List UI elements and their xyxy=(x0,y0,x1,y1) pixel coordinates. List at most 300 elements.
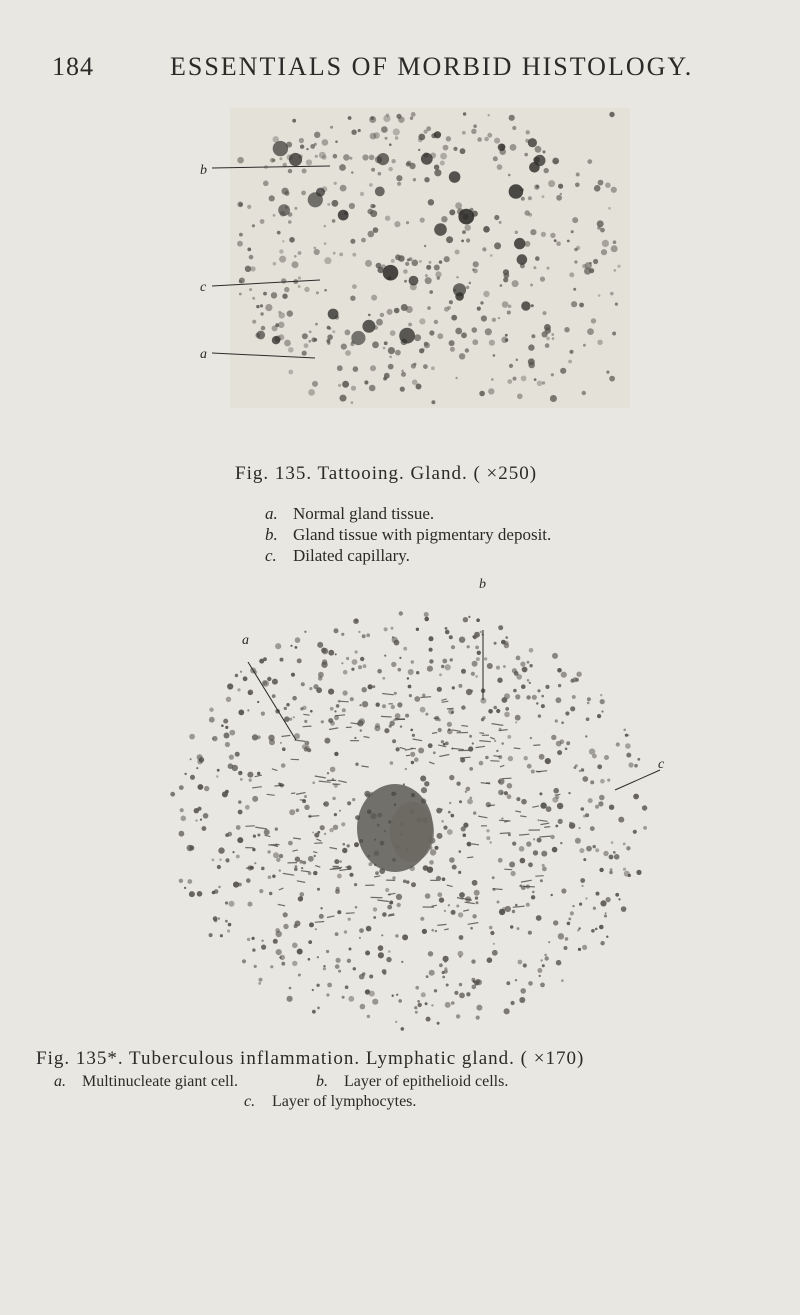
stipple-dot xyxy=(403,647,407,651)
stipple-dot xyxy=(509,115,515,121)
stipple-dot xyxy=(546,337,550,341)
stipple-dot xyxy=(618,898,620,900)
stipple-dot xyxy=(204,786,209,791)
stipple-dot xyxy=(312,781,315,784)
stipple-dot xyxy=(310,710,313,713)
stipple-dot xyxy=(429,860,434,865)
stipple-dot xyxy=(368,231,375,238)
stipple-dot xyxy=(545,343,550,348)
stipple-dot xyxy=(570,911,574,915)
stipple-dot xyxy=(445,630,450,635)
stipple-dot xyxy=(330,767,336,773)
stipple-dot xyxy=(591,929,595,933)
stipple-dot xyxy=(359,937,361,939)
stipple-dot xyxy=(279,256,286,263)
stipple-dot xyxy=(198,784,204,790)
stipple-dot xyxy=(320,825,325,830)
stipple-dot xyxy=(299,896,302,899)
stipple-dot xyxy=(527,661,530,664)
stipple-dot xyxy=(304,805,309,810)
stipple-dot xyxy=(434,165,439,170)
stipple-dot xyxy=(607,779,610,782)
stipple-dot xyxy=(437,892,442,897)
stipple-dot xyxy=(576,672,581,677)
stipple-dot xyxy=(613,851,616,854)
epithelioid-stroke xyxy=(330,848,337,849)
stipple-dot xyxy=(346,657,349,660)
stipple-dot xyxy=(516,359,519,362)
stipple-dot xyxy=(272,336,280,344)
stipple-dot xyxy=(228,923,232,927)
stipple-dot xyxy=(578,827,580,829)
stipple-dot xyxy=(324,833,326,835)
stipple-dot xyxy=(425,1002,428,1005)
stipple-dot xyxy=(567,240,570,243)
stipple-dot xyxy=(252,948,255,951)
stipple-dot xyxy=(565,711,569,715)
stipple-dot xyxy=(369,116,376,123)
stipple-dot xyxy=(425,274,428,277)
stipple-dot xyxy=(463,617,468,622)
stipple-dot xyxy=(414,1006,417,1009)
giant-cell xyxy=(357,784,434,872)
stipple-dot xyxy=(476,901,479,904)
epithelioid-stroke xyxy=(255,827,267,829)
stipple-dot xyxy=(560,193,562,195)
stipple-dot xyxy=(492,318,496,322)
stipple-dot xyxy=(451,814,455,818)
stipple-dot xyxy=(327,326,331,330)
stipple-dot xyxy=(505,636,508,639)
stipple-dot xyxy=(400,387,405,392)
stipple-dot xyxy=(512,126,516,130)
stipple-dot xyxy=(570,706,575,711)
stipple-dot xyxy=(618,817,624,823)
epithelioid-stroke xyxy=(520,816,526,817)
stipple-dot xyxy=(508,833,511,836)
stipple-dot xyxy=(439,963,443,967)
stipple-dot xyxy=(491,378,494,381)
stipple-dot xyxy=(527,679,530,682)
stipple-dot xyxy=(227,929,230,932)
stipple-dot xyxy=(323,967,326,970)
stipple-dot xyxy=(569,350,573,354)
stipple-dot xyxy=(298,276,301,279)
stipple-dot xyxy=(289,237,295,243)
stipple-dot xyxy=(250,266,255,271)
stipple-dot xyxy=(301,682,305,686)
stipple-dot xyxy=(362,154,368,160)
epithelioid-stroke xyxy=(439,755,449,757)
stipple-dot xyxy=(553,788,559,794)
stipple-dot xyxy=(518,960,523,965)
stipple-dot xyxy=(533,266,536,269)
stipple-dot xyxy=(612,332,616,336)
stipple-dot xyxy=(359,974,365,980)
stipple-dot xyxy=(238,800,241,803)
stipple-dot xyxy=(372,999,378,1005)
stipple-dot xyxy=(304,631,306,633)
stipple-dot xyxy=(308,856,314,862)
stipple-dot xyxy=(634,764,638,768)
stipple-dot xyxy=(334,859,339,864)
stipple-dot xyxy=(332,200,339,207)
stipple-dot xyxy=(261,945,266,950)
stipple-dot xyxy=(418,149,420,151)
stipple-dot xyxy=(595,928,598,931)
stipple-dot xyxy=(459,892,465,898)
stipple-dot xyxy=(501,742,504,745)
stipple-dot xyxy=(445,1002,451,1008)
stipple-dot xyxy=(341,633,344,636)
stipple-dot xyxy=(466,992,470,996)
stipple-dot xyxy=(557,668,562,673)
stipple-dot xyxy=(455,202,462,209)
stipple-dot xyxy=(587,702,590,705)
stipple-dot xyxy=(333,825,338,830)
legend-key: b. xyxy=(265,525,278,544)
epithelioid-stroke xyxy=(500,765,504,767)
stipple-dot xyxy=(488,388,494,394)
stipple-dot xyxy=(437,333,443,339)
stipple-dot xyxy=(315,155,318,158)
stipple-dot xyxy=(369,862,373,866)
stipple-dot xyxy=(572,217,578,223)
stipple-dot xyxy=(399,328,415,344)
stipple-dot xyxy=(349,157,352,160)
stipple-dot xyxy=(421,787,427,793)
stipple-dot xyxy=(507,311,511,315)
stipple-dot xyxy=(606,371,609,374)
stipple-dot xyxy=(467,645,470,648)
stipple-dot xyxy=(599,925,604,930)
epithelioid-stroke xyxy=(532,806,539,807)
stipple-dot xyxy=(329,828,333,832)
stipple-dot xyxy=(550,233,555,238)
stipple-dot xyxy=(342,848,347,853)
label-a: a xyxy=(242,633,249,648)
stipple-dot xyxy=(369,975,373,979)
stipple-dot xyxy=(557,750,562,755)
stipple-dot xyxy=(422,929,427,934)
stipple-dot xyxy=(470,927,473,930)
stipple-dot xyxy=(394,692,397,695)
stipple-dot xyxy=(366,633,370,637)
stipple-dot xyxy=(505,334,508,337)
stipple-dot xyxy=(545,758,551,764)
stipple-dot xyxy=(447,729,453,735)
epithelioid-stroke xyxy=(504,821,508,822)
stipple-dot xyxy=(625,734,628,737)
stipple-dot xyxy=(369,183,373,187)
stipple-dot xyxy=(275,827,278,830)
stipple-dot xyxy=(243,676,248,681)
stipple-dot xyxy=(405,262,409,266)
stipple-dot xyxy=(505,906,511,912)
epithelioid-stroke xyxy=(499,820,510,821)
epithelioid-stroke xyxy=(432,905,437,906)
stipple-dot xyxy=(287,996,293,1002)
stipple-dot xyxy=(601,249,607,255)
stipple-dot xyxy=(387,309,393,315)
stipple-dot xyxy=(363,664,367,668)
stipple-dot xyxy=(526,903,530,907)
stipple-dot xyxy=(398,999,402,1003)
stipple-dot xyxy=(458,912,463,917)
stipple-dot xyxy=(330,707,334,711)
stipple-dot xyxy=(202,826,207,831)
stipple-dot xyxy=(507,783,513,789)
epithelioid-stroke xyxy=(335,715,345,716)
stipple-dot xyxy=(564,946,568,950)
legend-line xyxy=(54,1072,508,1092)
stipple-dot xyxy=(349,873,353,877)
stipple-dot xyxy=(327,983,332,988)
stipple-dot xyxy=(552,847,558,853)
stipple-dot xyxy=(529,648,534,653)
epithelioid-stroke xyxy=(476,746,485,747)
stipple-dot xyxy=(371,295,377,301)
label-a: a xyxy=(200,347,207,362)
stipple-dot xyxy=(247,938,250,941)
stipple-dot xyxy=(512,280,519,287)
stipple-dot xyxy=(424,781,429,786)
stipple-dot xyxy=(353,366,359,372)
stipple-dot xyxy=(388,950,391,953)
stipple-dot xyxy=(484,137,489,142)
stipple-dot xyxy=(473,269,478,274)
stipple-dot xyxy=(531,334,535,338)
stipple-dot xyxy=(339,253,343,257)
stipple-dot xyxy=(599,795,605,801)
stipple-dot xyxy=(339,164,346,171)
stipple-dot xyxy=(458,871,461,874)
stipple-dot xyxy=(359,718,365,724)
stipple-dot xyxy=(441,740,444,743)
stipple-dot xyxy=(413,178,416,181)
stipple-dot xyxy=(449,300,453,304)
stipple-dot xyxy=(429,636,434,641)
stipple-dot xyxy=(238,883,242,887)
stipple-dot xyxy=(341,344,347,350)
stipple-dot xyxy=(298,251,302,255)
stipple-dot xyxy=(459,637,465,643)
stipple-dot xyxy=(494,215,499,220)
stipple-dot xyxy=(322,139,329,146)
stipple-dot xyxy=(561,888,566,893)
epithelioid-stroke xyxy=(361,766,368,767)
stipple-dot xyxy=(180,808,184,812)
stipple-dot xyxy=(614,854,620,860)
stipple-dot xyxy=(444,307,449,312)
stipple-dot xyxy=(252,297,255,300)
epithelioid-stroke xyxy=(461,726,468,727)
stipple-dot xyxy=(314,132,320,138)
stipple-dot xyxy=(252,796,258,802)
stipple-dot xyxy=(455,250,460,255)
stipple-dot xyxy=(604,755,609,760)
stipple-dot xyxy=(613,240,617,244)
stipple-dot xyxy=(447,722,452,727)
legend-text: Gland tissue with pigmentary deposit. xyxy=(293,525,552,544)
stipple-dot xyxy=(424,612,429,617)
stipple-dot xyxy=(540,879,543,882)
stipple-dot xyxy=(536,185,539,188)
stipple-dot xyxy=(541,695,544,698)
stipple-dot xyxy=(322,648,328,654)
stipple-dot xyxy=(189,891,195,897)
stipple-dot xyxy=(420,218,425,223)
stipple-dot xyxy=(273,262,277,266)
figure1-caption: Fig. 135. Tattooing. Gland. ( ×250) xyxy=(235,463,538,484)
epithelioid-stroke xyxy=(291,793,295,794)
stipple-dot xyxy=(572,695,576,699)
stipple-dot xyxy=(594,185,601,192)
stipple-dot xyxy=(528,362,535,369)
stipple-dot xyxy=(252,734,258,740)
stipple-dot xyxy=(507,794,512,799)
stipple-dot xyxy=(373,907,377,911)
stipple-dot xyxy=(499,221,502,224)
stipple-dot xyxy=(385,137,388,140)
stipple-dot xyxy=(434,846,438,850)
stipple-dot xyxy=(431,929,434,932)
stipple-dot xyxy=(335,964,340,969)
stipple-dot xyxy=(493,354,496,357)
stipple-dot xyxy=(263,181,269,187)
stipple-dot xyxy=(409,257,413,261)
stipple-dot xyxy=(531,770,535,774)
stipple-dot xyxy=(381,934,383,936)
stipple-dot xyxy=(502,697,508,703)
stipple-dot xyxy=(498,625,503,630)
stipple-dot xyxy=(238,771,242,775)
epithelioid-stroke xyxy=(252,787,261,788)
stipple-dot xyxy=(348,116,352,120)
stipple-dot xyxy=(598,294,601,297)
stipple-dot xyxy=(516,656,521,661)
stipple-dot xyxy=(475,675,478,678)
stipple-dot xyxy=(387,905,392,910)
stipple-dot xyxy=(434,223,447,236)
stipple-dot xyxy=(260,304,263,307)
stipple-dot xyxy=(439,673,442,676)
stipple-dot xyxy=(603,851,608,856)
stipple-dot xyxy=(235,752,240,757)
stipple-dot xyxy=(427,666,433,672)
stipple-dot xyxy=(580,878,585,883)
stipple-dot xyxy=(278,322,284,328)
stipple-dot xyxy=(218,847,224,853)
stipple-dot xyxy=(383,115,390,122)
stipple-dot xyxy=(529,682,531,684)
stipple-dot xyxy=(587,328,594,335)
stipple-dot xyxy=(409,694,412,697)
stipple-dot xyxy=(533,838,535,840)
stipple-dot xyxy=(449,802,451,804)
stipple-dot xyxy=(252,224,255,227)
stipple-dot xyxy=(490,841,492,843)
stipple-dot xyxy=(443,743,446,746)
stipple-dot xyxy=(449,209,455,215)
stipple-dot xyxy=(389,725,392,728)
epithelioid-stroke xyxy=(315,922,325,923)
stipple-dot xyxy=(402,934,408,940)
stipple-dot xyxy=(335,140,338,143)
stipple-dot xyxy=(578,927,580,929)
stipple-dot xyxy=(247,248,251,252)
stipple-dot xyxy=(415,986,419,990)
stipple-dot xyxy=(542,331,548,337)
stipple-dot xyxy=(472,742,474,744)
epithelioid-stroke xyxy=(293,838,301,839)
stipple-dot xyxy=(337,910,341,914)
stipple-dot xyxy=(611,841,614,844)
stipple-dot xyxy=(551,894,553,896)
stipple-dot xyxy=(396,175,402,181)
stipple-dot xyxy=(486,802,491,807)
stipple-dot xyxy=(336,887,340,891)
stipple-dot xyxy=(581,807,585,811)
stipple-dot xyxy=(351,171,353,173)
stipple-dot xyxy=(643,826,647,830)
stipple-dot xyxy=(409,163,415,169)
stipple-dot xyxy=(411,660,414,663)
stipple-dot xyxy=(332,330,335,333)
stipple-dot xyxy=(471,978,475,982)
stipple-dot xyxy=(337,365,343,371)
epithelioid-stroke xyxy=(346,913,355,914)
stipple-dot xyxy=(424,177,429,182)
stipple-dot xyxy=(628,874,631,877)
stipple-dot xyxy=(225,742,230,747)
stipple-dot xyxy=(461,669,466,674)
epithelioid-stroke xyxy=(444,929,449,930)
stipple-dot xyxy=(354,842,359,847)
stipple-dot xyxy=(609,376,615,382)
stipple-dot xyxy=(466,238,470,242)
stipple-dot xyxy=(315,323,318,326)
stipple-dot xyxy=(463,112,466,115)
epithelioid-stroke xyxy=(437,924,446,925)
stipple-dot xyxy=(335,932,339,936)
stipple-dot xyxy=(420,776,426,782)
stipple-dot xyxy=(220,934,223,937)
stipple-dot xyxy=(341,822,345,826)
stipple-dot xyxy=(506,981,510,985)
stipple-dot xyxy=(398,117,404,123)
epithelioid-stroke xyxy=(468,923,479,925)
stipple-dot xyxy=(465,225,471,231)
stipple-dot xyxy=(287,310,293,316)
stipple-dot xyxy=(391,259,395,263)
stipple-dot xyxy=(373,916,376,919)
stipple-dot xyxy=(501,337,508,344)
stipple-dot xyxy=(558,933,564,939)
stipple-dot xyxy=(419,318,425,324)
stipple-dot xyxy=(558,684,561,687)
epithelioid-stroke xyxy=(381,716,392,717)
stipple-dot xyxy=(375,187,385,197)
stipple-dot xyxy=(276,858,280,862)
stipple-dot xyxy=(623,729,626,732)
epithelioid-stroke xyxy=(340,869,352,871)
stipple-dot xyxy=(347,844,350,847)
stipple-dot xyxy=(481,718,484,721)
epithelioid-stroke xyxy=(500,833,511,834)
stipple-dot xyxy=(477,651,481,655)
epithelioid-stroke xyxy=(463,910,469,911)
